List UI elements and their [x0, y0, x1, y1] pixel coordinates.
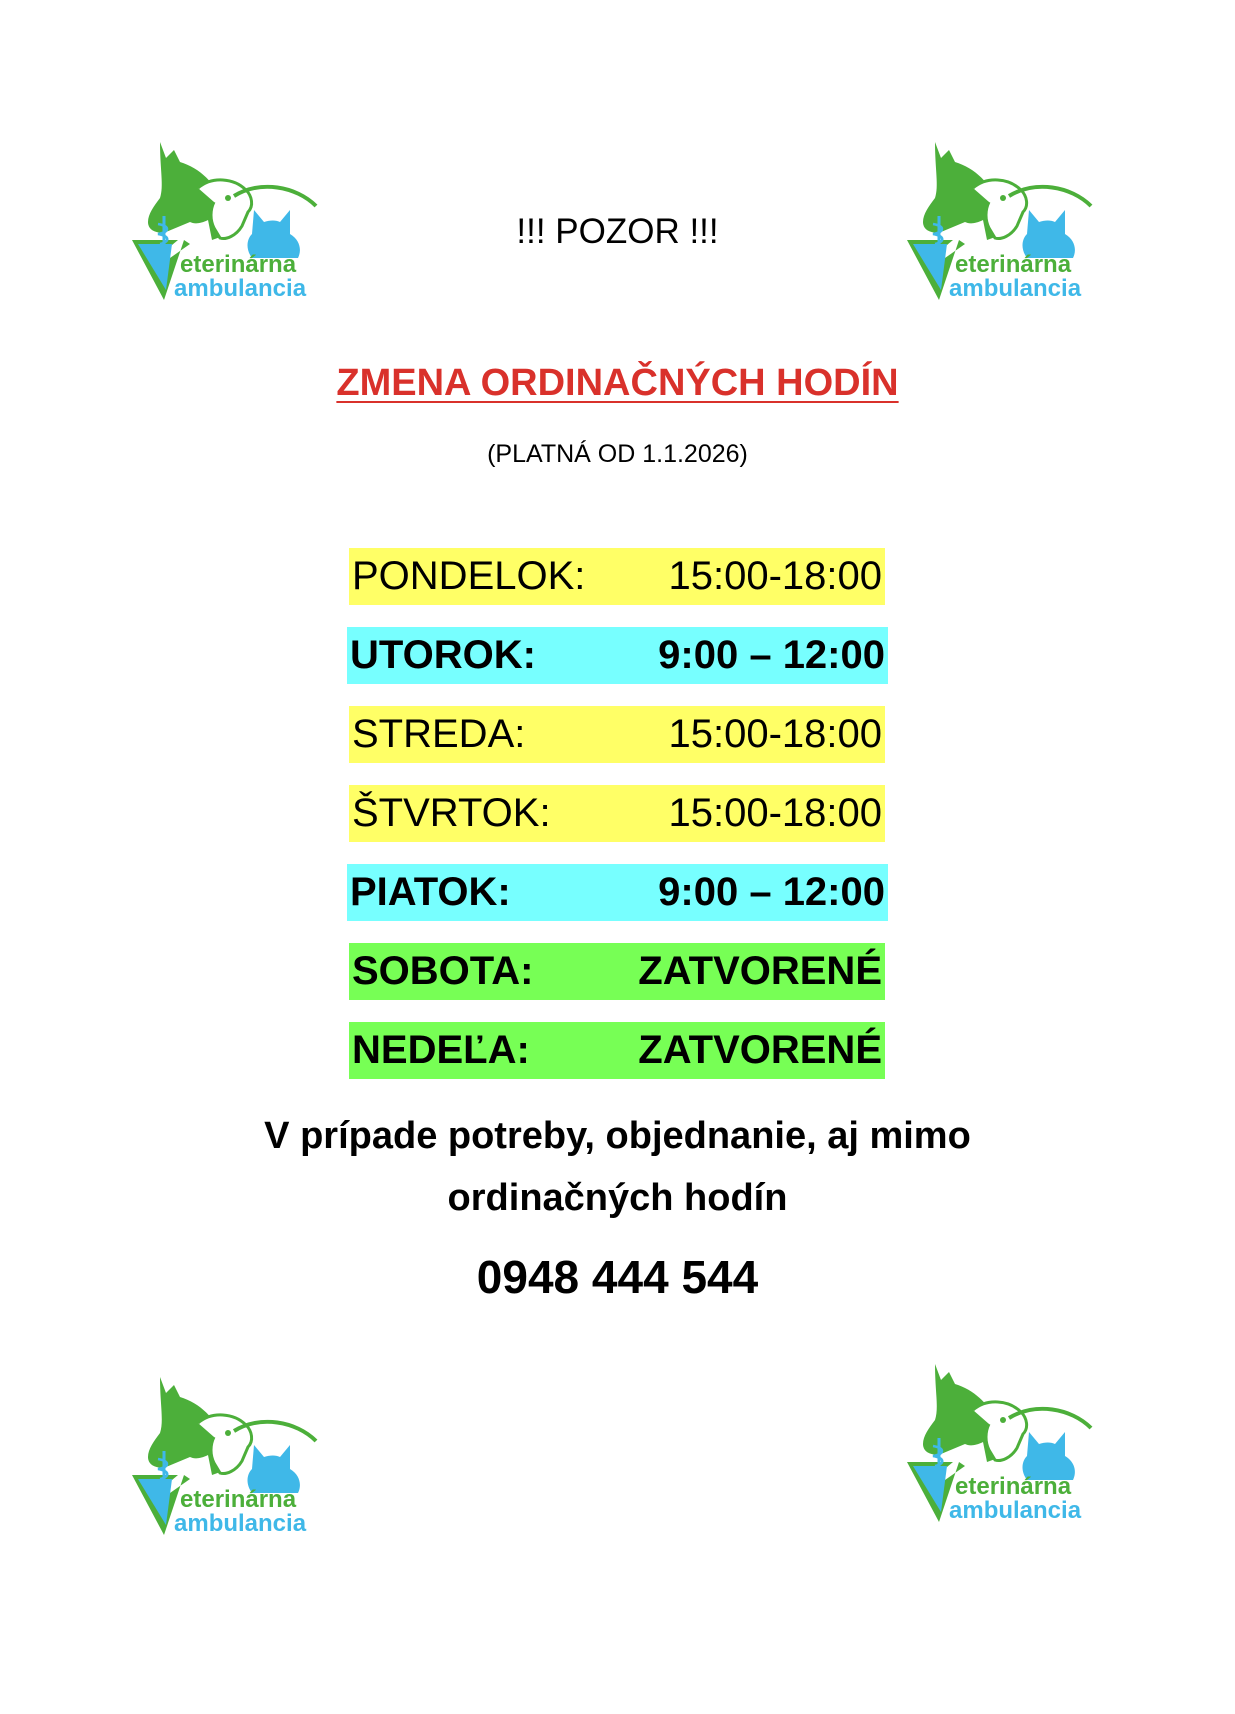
day-label: PIATOK:	[350, 870, 511, 914]
hours-value: 15:00-18:00	[668, 712, 882, 756]
day-label: SOBOTA:	[352, 949, 534, 993]
hours-value: 15:00-18:00	[668, 791, 882, 835]
schedule-row-saturday	[349, 943, 885, 1000]
svg-text:ambulancia: ambulancia	[949, 1497, 1082, 1524]
schedule-row-monday	[349, 548, 885, 605]
clinic-logo	[130, 1375, 320, 1540]
svg-text:ambulancia: ambulancia	[174, 1510, 307, 1537]
page-title-text: ZMENA ORDINAČNÝCH HODÍN	[336, 362, 899, 404]
svg-text:eterinárna: eterinárna	[180, 251, 297, 278]
schedule-row-tuesday	[347, 627, 888, 684]
warning-text: !!! POZOR !!!	[516, 212, 719, 251]
day-label: UTOROK:	[350, 633, 536, 677]
day-label: STREDA:	[352, 712, 526, 756]
hours-value: 9:00 – 12:00	[658, 633, 885, 677]
svg-text:ambulancia: ambulancia	[949, 275, 1082, 302]
clinic-logo	[905, 1362, 1095, 1527]
appointment-note	[0, 1105, 1235, 1229]
hours-value: 15:00-18:00	[668, 554, 882, 598]
svg-text:eterinárna: eterinárna	[955, 251, 1072, 278]
svg-text:eterinárna: eterinárna	[180, 1486, 297, 1513]
day-label: ŠTVRTOK:	[352, 791, 551, 835]
page-title	[0, 362, 1235, 405]
schedule-row-thursday	[349, 785, 885, 842]
schedule-row-wednesday	[349, 706, 885, 763]
schedule-row-friday	[347, 864, 888, 921]
valid-from-text: (PLATNÁ OD 1.1.2026)	[487, 440, 748, 468]
appointment-note-line: ordinačných hodín	[447, 1177, 788, 1219]
svg-text:ambulancia: ambulancia	[174, 275, 307, 302]
hours-value: ZATVORENÉ	[638, 949, 882, 993]
day-label: PONDELOK:	[352, 554, 586, 598]
hours-value: ZATVORENÉ	[638, 1028, 882, 1072]
schedule-row-sunday	[349, 1022, 885, 1079]
svg-text:eterinárna: eterinárna	[955, 1473, 1072, 1500]
day-label: NEDEĽA:	[352, 1028, 530, 1072]
phone-number: 0948 444 544	[476, 1251, 759, 1303]
appointment-note-line: V prípade potreby, objednanie, aj mimo	[264, 1115, 971, 1157]
hours-value: 9:00 – 12:00	[658, 870, 885, 914]
